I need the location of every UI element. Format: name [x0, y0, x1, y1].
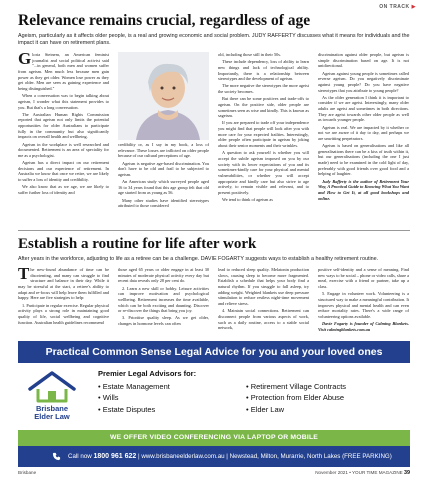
ad-contact-prefix: Call now — [68, 453, 92, 460]
article-column-1: Gloria Steinem, an American feminist journalist and social political activist said "...in general, both men and women suffer from ageism. Men much less because men gain power as they get older. Women lose power as they get older. Men are seen as gaining experience and being distinguished." When a conversation was to begin talking about ageism, I wonder what this statement provides to you. But that's a long conversation. The Australian Human Rights Commission reported that ageism not only limits the potential opportunities for older Australians to participate fully in the community but also significantly impacts on overall health and wellbeing. Ageism in the workplace is well researched and documented. Retirement is an area of speciality for me as a psychologist. Ageism has a direct impact on our retirement decisions and our experience of retirement. In Australia we know that once we retire, we are likely to suffer a loss of identity and credibility. We also know that as we age, we are likely to suffer further loss of identity and — [18, 52, 109, 195]
ad-service-item: • Protection from Elder Abuse — [246, 392, 346, 403]
portrait-illustration — [118, 52, 209, 140]
article-2-column-1: The new-found abundance of time can be disorienting, and many can struggle to find structure and balance in their day. While it may be stressful at the start, a retiree's ability to adapt and re-focus will help leave them fulfilled and happy. Here are five strategies to help: 1. Participate in regular exercise. Regular physical activity plays a strong role in maintaining good quality of life, social wellbeing and cognitive function. Australian health guidelines recommend — [18, 267, 109, 325]
article-column-4: discrimination against older people, but ageism is simple discrimination based on age. It is not unidirectional. Ageism against young people is sometimes called reverse ageism. Do you negatively discriminate against young people? Do you have negative stereotypes that you attribute to young people? As the older generation I think it is important to consider if we are ageist. Interestingly, many older adults are ageist and sometimes in both directions. They are ageist towards other older people as well as towards younger people. Ageism is real. We are impacted by it whether or not we are aware of it day to day, and perhaps we are unwitting perpetrators. Ageism is based on generalisations and like all generalisations there can be a kiss of truth within it, but our generalisations (including the one I just made) need to be examined in the cold light of day, preferably with good friends over good food and a helping of laughter. Judy Rafferty is the author of Retirement Your Way, A Practical Guide to Knowing What You Want and How to Get It, at all good bookshops and online. — [318, 52, 409, 201]
ad-title: Premier Legal Advisors for: — [98, 369, 197, 378]
ad-services-left — [98, 381, 170, 415]
ad-body — [18, 363, 410, 430]
ad-service-item: • Retirement Village Contracts — [246, 381, 346, 392]
article-2-body — [18, 267, 410, 337]
ad-service-item: • Elder Law — [246, 404, 346, 415]
ad-banner-headline: Practical Common Sense Legal Advice for you and your loved ones — [18, 341, 410, 363]
article-column-2-text: credibility or, as I say in my book, a loss of relevance. These losses are inflicted on older people because of our cultural perceptions of age. Ageism is negative age-based discrimination. You don't have to be old and frail to be subjected to ageism. An American study which surveyed people aged 16 to 34 years found that this age group felt that old age started from as young as 56. Many other studies have identified stereotypes attributed to those considered — [118, 142, 209, 209]
ad-service-item: • Wills — [98, 392, 170, 403]
article-2-column-2: those aged 65 years or older engage in at least 30 minutes of moderate physical activity every day but recent data reveals only 28 per cent do. 2. Learn a new skill or hobby. Leisure activities can improve motivation and psychological wellbeing. Retirement increases the time available, which can be both exciting and daunting. Discover or re-discover the things that bring you joy. 3. Prioritise quality sleep. As we get older, changes in hormone levels can often — [118, 267, 209, 327]
article-headline: Relevance remains crucial, regardless of age — [18, 12, 311, 29]
phone-icon — [52, 452, 61, 461]
footer-region: Brisbane — [18, 470, 37, 475]
ad-phone-number[interactable]: 1800 961 622 — [93, 453, 137, 460]
page-number: 39 — [404, 470, 410, 476]
article-column-3: old, including those still in their 50s. These include dependency, loss of ability to learn new things and lack of technological ability. Importantly, there is a relationship between stereotypes and the development of ageism. The more negative the stereotypes the more ageist the society becomes. But there can be some positives and trade-offs to ageism. On the positive side, older people are sometimes seen as wise and kindly. This is known as sageism. If you are prepared to trade off your independence you might find that people will look after you with more care for your expected frailties. Interestingly, older people often participate in ageism by joking about their senior moments and their wrinkles. A question to ask yourself is whether you will accept the subtle ageism imposed on you by our society with its lower expectations of you and its sometimes-kindly care for your physical and mental vulnerabilities, or whether you will accept appropriate and kindly care but also strive to age actively, to remain visible and relevant, and to present positively. We tend to think of ageism as — [218, 52, 309, 203]
section-tag: ON TRACK ▶ — [379, 4, 416, 10]
drop-cap: T — [18, 267, 30, 283]
ad-contact-bar[interactable] — [18, 446, 410, 467]
ad-services-right — [246, 381, 346, 415]
article-2-column-4: positive self-identity and a sense of meaning. Find new ways to be social – phone or video calls, share a meal, exercise with a friend or partner, take up a class. 5. Engage in volunteer work. Volunteering is a structured way to make a meaningful contribution. It improves physical and mental health and can even reduce mortality rates. There's a wide range of volunteering options available. Davie Fogarty is founder of Calming Blankets. Visit calmingblankets.com.au — [318, 267, 409, 332]
chevron-right-icon: ▶ — [411, 4, 416, 10]
ad-video-conferencing-bar: WE OFFER VIDEO CONFERENCING VIA LAPTOP OR MOBILE — [18, 430, 410, 446]
article-column-2 — [118, 52, 209, 228]
brisbane-elder-law-logo — [24, 369, 80, 425]
article-2-standfirst: After years in the workforce, adjusting to life as a retiree can be a challenge. DAVIE FOGARTY suggests ways to establish a healthy retirement routine. — [18, 256, 379, 262]
footer-issue: November 2021 • YOUR TIME MAGAZINE 39 — [315, 470, 410, 476]
author-bio: Judy Rafferty is the author of Retirement Your Way, A Practical Guide to Knowing What You Want and How to Get It, at all good bookshops and online. — [318, 178, 409, 201]
article-2-column-3: lead to reduced sleep quality. Melatonin production slows, causing sleep to become more fragmented. Establish a schedule that helps your body find a natural rhythm. If you struggle to fall asleep, try adding weight. Weighted blankets use deep pressure stimulation to reduce restless night-time movement and relieve stress. 4. Maintain social connections. Retirement can disconnect people from various aspects of work, such as a daily routine, access to a stable social network, — [218, 267, 309, 331]
article-standfirst: Ageism, particularly as it affects older people, is a real and growing economic and social problem. JUDY RAFFERTY discusses what it means for individuals and the impact it can have on retirement plans. — [18, 33, 410, 47]
author-photo — [118, 52, 209, 140]
article-2-headline: Establish a routine for life after work — [18, 236, 257, 252]
section-divider — [18, 230, 410, 231]
ad-service-item: • Estate Disputes — [98, 404, 170, 415]
ad-service-item: • Estate Management — [98, 381, 170, 392]
logo-text: Brisbane Elder Law — [34, 404, 70, 421]
article-body — [18, 52, 410, 228]
drop-cap: G — [18, 52, 32, 68]
ad-contact-details[interactable]: | www.brisbaneelderlaw.com.au | Newstead, Milton, Murarrie, North Lakes (FREE PARKING) — [138, 453, 392, 460]
author-bio-2: Davie Fogarty is founder of Calming Blankets. Visit calmingblankets.com.au — [318, 321, 409, 332]
house-logo-icon — [24, 369, 80, 405]
advertisement[interactable] — [18, 341, 410, 467]
